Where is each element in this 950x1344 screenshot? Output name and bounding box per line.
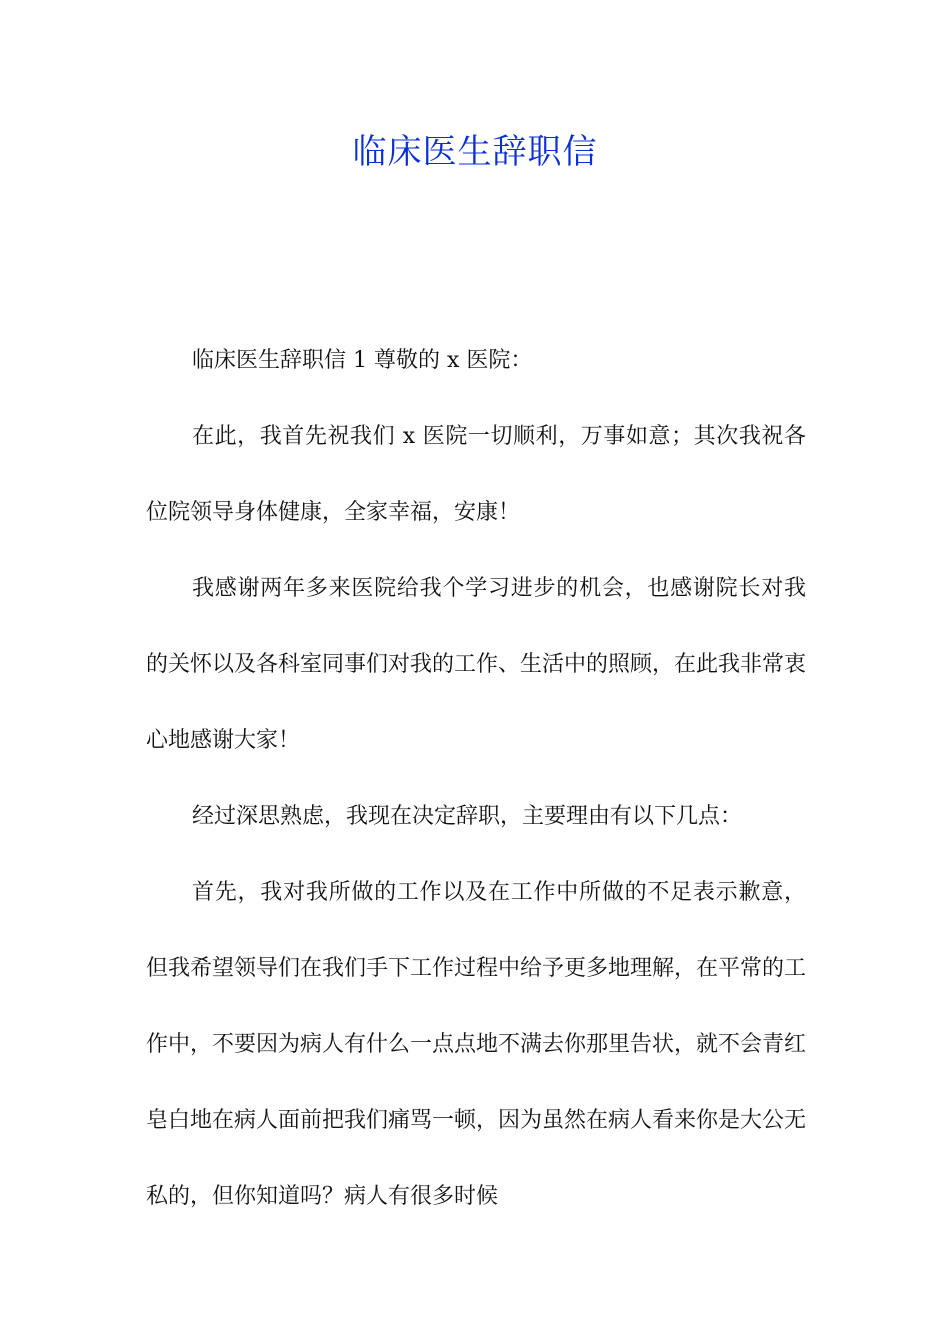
paragraph-reason-first: 首先，我对我所做的工作以及在工作中所做的不足表示歉意，但我希望领导们在我们手下工作过程中给予更多地理解，在平常的工作中，不要因为病人有什么一点点地不满去你那里告状，就不会青红皂白地在病人面前把我们痛骂一顿，因为虽然在病人看来你是大公无私的，但你知道吗？病人有很多时候 [146,880,807,1209]
document-title: 临床医生辞职信 [352,132,598,172]
paragraph-greeting: 在此，我首先祝我们 x 医院一切顺利，万事如意；其次我祝各位院领导身体健康，全家幸福，安康！ [146,424,806,525]
paragraph-decision: 经过深思熟虑，我现在决定辞职，主要理由有以下几点： [192,804,743,829]
document-body [146,323,806,1235]
paragraph-salutation: 临床医生辞职信 1 尊敬的 x 医院： [192,348,533,373]
paragraph-thanks: 我感谢两年多来医院给我个学习进步的机会，也感谢院长对我的关怀以及各科室同事们对我的工作、生活中的照顾，在此我非常衷心地感谢大家！ [146,576,807,753]
